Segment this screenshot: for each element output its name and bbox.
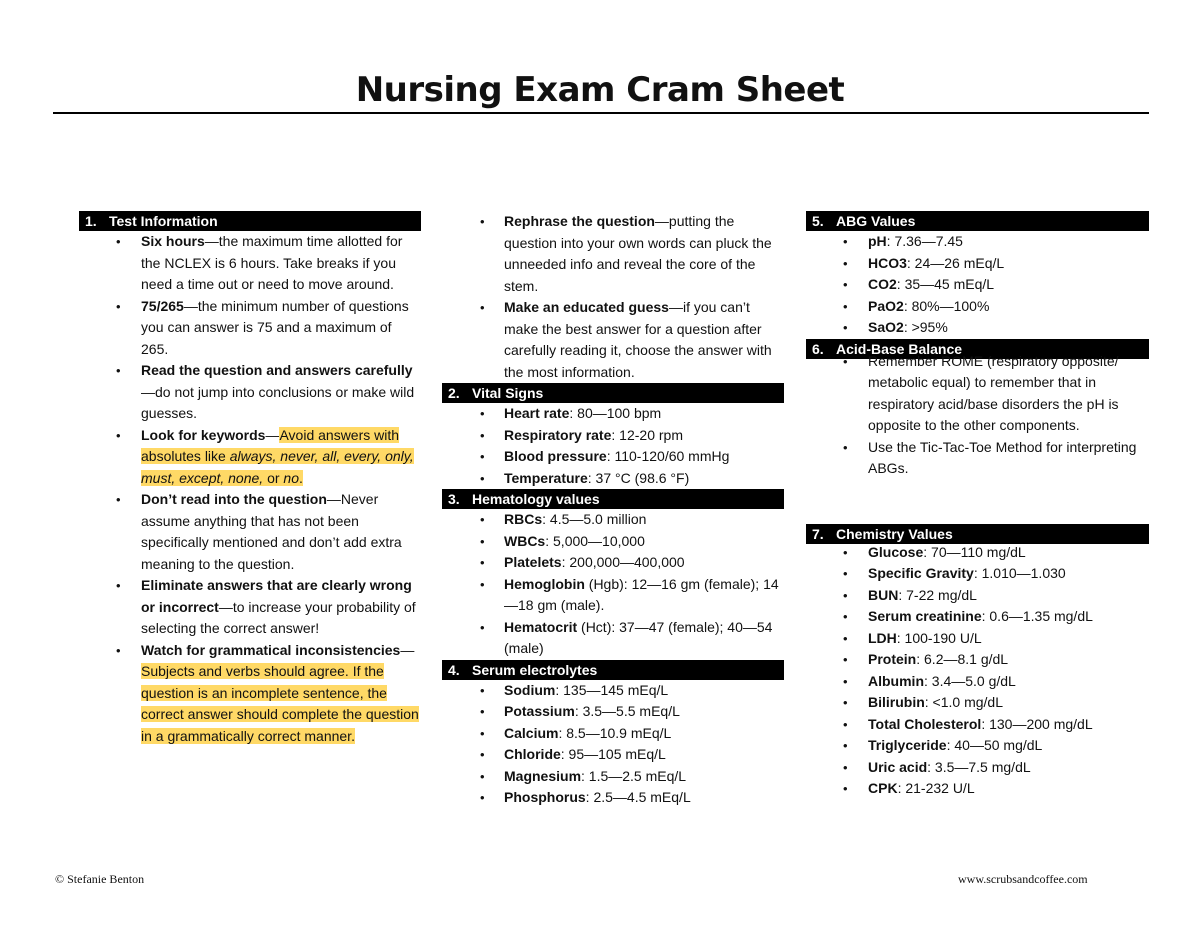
list-item	[806, 671, 1149, 693]
list-item	[806, 628, 1149, 650]
item-term: Sodium	[504, 681, 556, 698]
list-item	[442, 403, 784, 425]
list-item	[442, 701, 784, 723]
item-text: —the minimum number of questions you can answer is 75 and a maximum of 265.	[141, 297, 409, 357]
item-text: : 80—100 bpm	[569, 405, 662, 421]
list-item	[442, 552, 784, 574]
item-term: Uric acid	[868, 758, 928, 775]
list-item	[442, 211, 784, 297]
list-item	[806, 231, 1149, 253]
item-term: Calcium	[504, 724, 559, 741]
item-term: SaO2	[868, 319, 904, 335]
list-item	[806, 735, 1149, 757]
item-term: BUN	[868, 586, 899, 603]
list-item	[79, 575, 421, 640]
item-term: Watch for grammatical inconsistencies	[141, 641, 401, 658]
section-title: Serum electrolytes	[472, 661, 598, 678]
item-text: : 21-232 U/L	[897, 780, 975, 796]
list-item	[806, 757, 1149, 779]
item-text: : 35—45 mEq/L	[896, 276, 995, 292]
list-item	[442, 297, 784, 383]
list-item	[806, 274, 1149, 296]
item-term: Specific Gravity	[868, 565, 974, 581]
item-term: RBCs	[504, 511, 543, 527]
page-title: Nursing Exam Cram Sheet	[355, 70, 845, 110]
list-item	[79, 296, 421, 361]
section-header-serum-electrolytes	[442, 660, 784, 680]
item-text: : 37 °C (98.6 °F)	[587, 469, 690, 486]
item-text: : <1.0 mg/dL	[924, 694, 1003, 710]
highlighted-keywords: no	[283, 469, 299, 486]
list-item	[806, 317, 1149, 339]
item-text: —	[400, 641, 415, 658]
item-text: : 80%—100%	[903, 297, 990, 314]
item-text: : 3.5—7.5 mg/dL	[927, 758, 1031, 775]
item-text: —the maximum time allotted for the NCLEX is 6 hours. Take breaks if you need a time out or need to move around.	[141, 233, 403, 292]
item-text: : 130—200 mg/dL	[981, 715, 1093, 732]
list-item	[442, 787, 784, 809]
list-chemistry-values	[806, 542, 1149, 800]
item-term: PaO2	[868, 297, 904, 314]
item-term: Don’t read into the question	[141, 491, 327, 507]
list-item	[442, 425, 784, 447]
spacer	[806, 480, 1149, 524]
column-3	[806, 211, 1149, 800]
section-number: 6.	[812, 340, 824, 357]
title-divider	[53, 112, 1149, 114]
item-text: : 7.36—7.45	[886, 233, 963, 249]
item-text: —to increase your probability of selecting the correct answer!	[141, 598, 416, 636]
item-text: —putting the question into your own words can pluck the unneeded info and reveal the core of the stem.	[504, 213, 772, 294]
section-title: Hematology values	[472, 491, 600, 507]
column-1	[79, 211, 421, 747]
item-text: : 24—26 mEq/L	[906, 254, 1005, 271]
item-term: Triglyceride	[868, 737, 947, 753]
list-item	[442, 766, 784, 788]
item-text: : 2.5—4.5 mEq/L	[585, 789, 691, 805]
list-item	[79, 360, 421, 425]
item-term: Respiratory rate	[504, 426, 612, 443]
item-text: : 70—110 mg/dL	[923, 543, 1026, 560]
section-number: 5.	[812, 213, 824, 229]
item-term: Hematocrit	[504, 618, 578, 635]
highlighted-text: or	[263, 469, 284, 486]
item-term: Hemoglobin	[504, 575, 585, 592]
item-term: Temperature	[504, 469, 588, 486]
item-term: Read the question and answers carefully	[141, 362, 413, 378]
list-item	[806, 606, 1149, 628]
section-header-vital-signs	[442, 383, 784, 403]
list-item	[806, 649, 1149, 671]
list-item	[442, 468, 784, 490]
item-text: : 95—105 mEq/L	[560, 746, 666, 762]
footer-copyright: © Stefanie Benton	[55, 872, 145, 886]
item-term: Magnesium	[504, 767, 582, 784]
section-title: Chemistry Values	[836, 525, 953, 542]
item-text: : 7-22 mg/dL	[898, 586, 977, 603]
item-text: : 4.5—5.0 million	[542, 511, 647, 527]
item-text: : 8.5—10.9 mEq/L	[558, 724, 672, 741]
list-item	[806, 253, 1149, 275]
list-item	[806, 778, 1149, 800]
item-text: Use the Tic-Tac-Toe Method for interpreting ABGs.	[868, 438, 1137, 476]
list-abg-values	[806, 231, 1149, 339]
section-header-test-information	[79, 211, 421, 231]
item-term: Make an educated guess	[504, 299, 669, 315]
list-item	[806, 692, 1149, 714]
item-text: : 3.4—5.0 g/dL	[924, 672, 1016, 689]
item-text: : 0.6—1.35 mg/dL	[981, 608, 1093, 624]
list-item	[79, 489, 421, 575]
list-hematology	[442, 509, 784, 660]
list-acid-base	[806, 351, 1149, 480]
item-term: CO2	[868, 276, 897, 292]
item-text: : 135—145 mEq/L	[555, 681, 669, 698]
list-item	[442, 531, 784, 553]
item-text: : 100-190 U/L	[896, 629, 982, 646]
item-term: HCO3	[868, 254, 907, 271]
item-term: Platelets	[504, 554, 562, 570]
list-item	[806, 542, 1149, 564]
item-term: LDH	[868, 629, 897, 646]
item-term: Glucose	[868, 543, 924, 560]
item-term: Eliminate answers that are clearly wrong or incorrect	[141, 577, 412, 615]
item-text: —if you can’t make the best answer for a question after carefully reading it, choose the answer with the most information.	[504, 299, 772, 380]
item-text: : 6.2—8.1 g/dL	[916, 651, 1009, 667]
list-item	[79, 231, 421, 296]
list-item	[79, 640, 421, 748]
list-item	[442, 446, 784, 468]
list-item	[79, 425, 421, 490]
item-text: —	[265, 426, 280, 443]
item-text: : >95%	[903, 319, 948, 335]
item-term: Bilirubin	[868, 694, 925, 710]
list-item	[806, 296, 1149, 318]
item-text: : 200,000—400,000	[561, 554, 685, 570]
section-header-hematology	[442, 489, 784, 509]
list-item	[442, 723, 784, 745]
list-item	[442, 680, 784, 702]
list-vital-signs	[442, 403, 784, 489]
section-header-abg-values	[806, 211, 1149, 231]
item-term: Rephrase the question	[504, 213, 655, 229]
item-term: Look for keywords	[141, 426, 266, 443]
section-number: 7.	[812, 525, 824, 542]
item-term: Albumin	[868, 672, 924, 689]
item-term: Total Cholesterol	[868, 715, 982, 732]
item-text: —do not jump into conclusions or make wild guesses.	[141, 383, 415, 421]
item-text: : 5,000—10,000	[545, 532, 645, 549]
highlighted-text: .	[299, 469, 303, 486]
item-term: Blood pressure	[504, 448, 607, 464]
item-term: Phosphorus	[504, 789, 586, 805]
section-number: 4.	[448, 661, 460, 678]
item-text: : 1.5—2.5 mEq/L	[581, 767, 687, 784]
item-text: : 110-120/60 mmHg	[606, 448, 730, 464]
section-number: 3.	[448, 491, 460, 507]
item-term: pH	[868, 233, 887, 249]
list-item	[806, 437, 1149, 480]
item-text: : 12-20 rpm	[611, 426, 683, 443]
item-term: Protein	[868, 651, 917, 667]
item-text: (Hct): 37—47 (female); 40—54 (male)	[504, 618, 773, 656]
list-item	[806, 351, 1149, 437]
list-test-information	[79, 231, 421, 747]
section-title: Test Information	[109, 213, 218, 229]
list-item	[442, 617, 784, 660]
item-text: : 3.5—5.5 mEq/L	[574, 703, 680, 719]
item-term: Chloride	[504, 746, 561, 762]
list-item	[806, 585, 1149, 607]
column-2	[442, 211, 784, 809]
section-title: Acid-Base Balance	[836, 340, 963, 357]
list-test-information-continued	[442, 211, 784, 383]
item-text: : 40—50 mg/dL	[946, 737, 1043, 753]
item-text: (Hgb): 12—16 gm (female); 14—18 gm (male).	[504, 575, 779, 613]
section-title: Vital Signs	[472, 385, 544, 401]
section-number: 2.	[448, 385, 460, 401]
list-item	[806, 714, 1149, 736]
section-title: ABG Values	[836, 213, 916, 229]
item-text: —Never assume anything that has not been specifically mentioned and don’t add extra meaning to the question.	[141, 491, 402, 572]
list-item	[442, 509, 784, 531]
highlighted-text: Subjects and verbs should agree. If the question is an incomplete sentence, the correct answer should complete the question in a grammatically correct manner.	[141, 663, 419, 744]
item-term: Six hours	[141, 233, 205, 249]
list-item	[442, 744, 784, 766]
item-term: Potassium	[504, 703, 575, 719]
item-term: 75/265	[141, 297, 184, 314]
footer-website: www.scrubsandcoffee.com	[958, 872, 1088, 886]
highlighted-keywords: always, never, all, every, only, must, except, none,	[141, 448, 414, 486]
item-text: Remember ROME (respiratory opposite/ metabolic equal) to remember that in respiratory acid/base disorders the pH is opposite to the other components.	[868, 352, 1119, 433]
list-item	[806, 563, 1149, 585]
item-text: : 1.010—1.030	[973, 565, 1066, 581]
list-serum-electrolytes	[442, 680, 784, 809]
list-item	[442, 574, 784, 617]
item-term: Heart rate	[504, 405, 570, 421]
item-term: Serum creatinine	[868, 608, 982, 624]
item-term: CPK	[868, 780, 898, 796]
item-term: WBCs	[504, 532, 546, 549]
section-number: 1.	[85, 213, 97, 229]
section-header-chemistry-values	[806, 524, 1149, 544]
highlighted-text: Avoid answers with absolutes like	[141, 426, 400, 464]
